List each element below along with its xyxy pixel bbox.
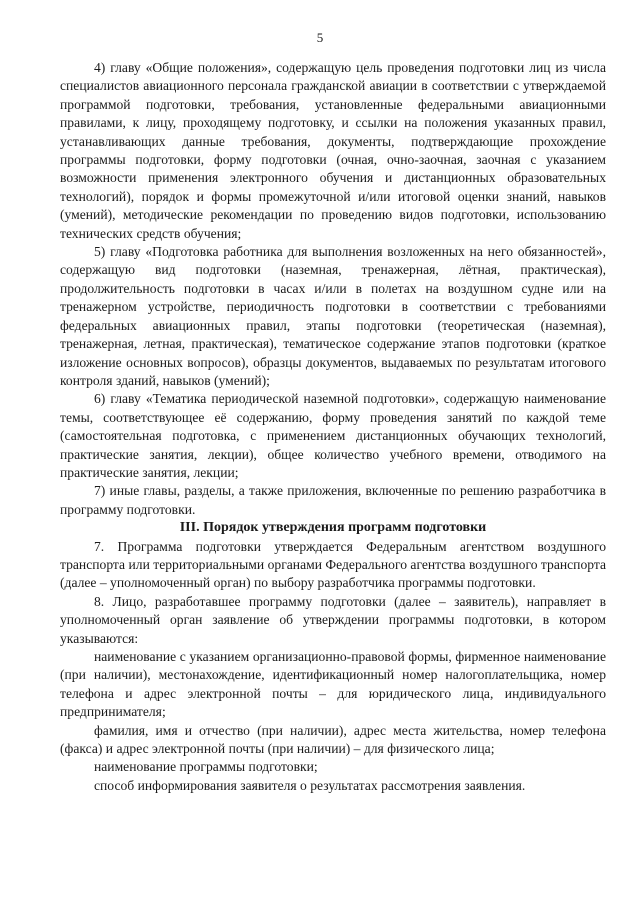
paragraph-clause-7: 7. Программа подготовки утверждается Федеральным агентством воздушного транспорта или территориальными органами Федерального агентства воздушного транспорта (далее – уполномоченный орган) по выбору разработчика программы подготовки.: [60, 538, 606, 591]
paragraph-item-4: 4) главу «Общие положения», содержащую цель проведения подготовки лиц из числа специалистов авиационного персонала гражданской авиации в соответствии с утверждаемой программой подготовки, требования, установленные федеральными авиационными правилами, к лицу, проходящему подготовку, и ссылки на положения указанных правил, устанавливающих данные требования, документы, подтверждающие прохождение программы подготовки, форму подготовки (очная, очно-заочная, заочная с указанием возможности применения электронного обучения и дистанционных образовательных технологий), порядок и формы промежуточной и/или итоговой оценки знаний, навыков (умений), методические рекомендации по проведению видов подготовки, использованию технических средств обучения;: [60, 60, 606, 241]
paragraph-item-5: 5) главу «Подготовка работника для выполнения возложенных на него обязанностей», содержащую вид подготовки (наземная, тренажерная, лётная, практическая), продолжительность подготовки в часах и/или в полетах на воздушном судне или на тренажерном устройстве, периодичность подготовки в соответствии с требованиями федеральных авиационных правил, этапы подготовки (теоретическая (наземная), тренажерная, летная, практическая), тематическое содержание этапов подготовки (краткое изложение основных вопросов), образцы документов, выдаваемых по результатам итогового контроля зданий, навыков (умений);: [60, 244, 606, 388]
document-body: [60, 59, 606, 795]
paragraph-program-name: наименование программы подготовки;: [94, 759, 318, 775]
paragraph-clause-8: 8. Лицо, разработавшее программу подготовки (далее – заявитель), направляет в уполномоченный орган заявление об утверждении программы подготовки, в котором указываются:: [60, 593, 606, 646]
section-heading: III. Порядок утверждения программ подготовки: [179, 520, 487, 536]
page-number: 5: [316, 30, 324, 45]
paragraph-notification-method: способ информирования заявителя о результатах рассмотрения заявления.: [94, 777, 526, 793]
paragraph-item-6: 6) главу «Тематика периодической наземной подготовки», содержащую наименование темы, соответствующее её содержанию, форму проведения занятий по каждой теме (самостоятельная подготовка, с применением дистанционных обучающих технологий, практические занятия, лекции), общее количество учебного времени, отводимого на практические занятия, лекции;: [60, 391, 606, 480]
paragraph-legal-entity: наименование с указанием организационно-правовой формы, фирменное наименование (при наличии), местонахождение, идентификационный номер налогоплательщика, номер телефона и адрес электронной почты – для юридического лица, индивидуального предпринимателя;: [60, 649, 606, 720]
paragraph-individual: фамилия, имя и отчество (при наличии), адрес места жительства, номер телефона (факса) и адрес электронной почты (при наличии) – для физического лица;: [60, 722, 606, 757]
paragraph-item-7: 7) иные главы, разделы, а также приложения, включенные по решению разработчика в программу подготовки.: [60, 483, 606, 517]
